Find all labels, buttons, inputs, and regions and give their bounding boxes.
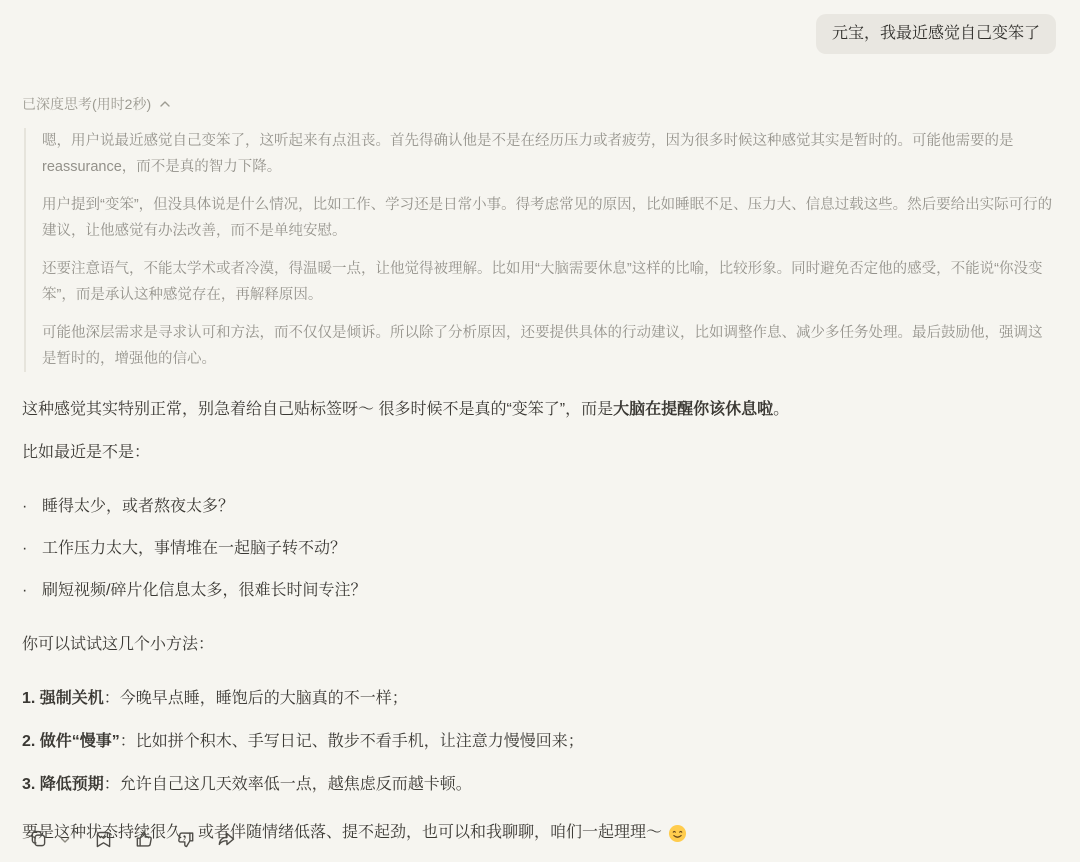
intro-pre: 这种感觉其实特别正常，别急着给自己贴标签呀～ 很多时候不是真的“变笨了”，而是 — [22, 401, 614, 418]
bullet-marker: · — [22, 582, 28, 599]
method-lead: 1. 强制关机 — [22, 690, 104, 707]
collect-bookmark-icon — [93, 829, 114, 850]
list-item — [22, 685, 1056, 713]
bullet-marker: · — [22, 498, 28, 515]
copy-options-button[interactable] — [55, 830, 75, 850]
method-lead: 3. 降低预期 — [22, 776, 104, 793]
thinking-paragraph: 可能他深层需求是寻求认可和方法，而不仅仅是倾诉。所以除了分析原因，还要提供具体的行动建议，比如调整作息、减少多任务处理。最后鼓励他，强调这是暂时的，增强他的信心。 — [42, 325, 1043, 367]
user-message-bubble — [816, 14, 1056, 54]
like-button[interactable] — [130, 825, 159, 854]
collect-button[interactable] — [89, 825, 118, 854]
thinking-toggle[interactable] — [22, 94, 171, 114]
bullet-marker: · — [22, 540, 28, 557]
thinking-paragraph: 还要注意语气，不能太学术或者冷漠，得温暖一点，让他觉得被理解。比如用“大脑需要休息”这样的比喻，比较形象。同时避免否定他的感受，不能说“你没变笨”，而是承认这种感觉存在，再解释原因。 — [42, 261, 1043, 303]
intro-bold: 大脑在提醒你该休息啦 — [613, 401, 774, 418]
method-rest: ：比如拼个积木、手写日记、散步不看手机，让注意力慢慢回来； — [119, 733, 584, 750]
copy-button[interactable] — [24, 825, 53, 854]
chevron-down-icon — [59, 834, 71, 846]
share-button[interactable] — [212, 825, 241, 854]
bullet-text: 刷短视频/碎片化信息太多，很难长时间专注？ — [42, 582, 367, 599]
closing-text: 要是这种状态持续很久，或者伴随情绪低落、提不起劲，也可以和我聊聊，咱们一起理理～ — [22, 824, 663, 841]
thinking-content — [24, 128, 1056, 372]
methods-lead: 你可以试试这几个小方法： — [22, 636, 215, 653]
list-item — [22, 771, 1056, 799]
assistant-message — [22, 94, 1056, 847]
share-icon — [216, 829, 237, 850]
bullet-text: 工作压力太大，事情堆在一起脑子转不动？ — [42, 540, 347, 557]
dislike-button[interactable] — [171, 825, 200, 854]
list-item — [22, 535, 1056, 563]
bullet-text: 睡得太少，或者熬夜太多？ — [42, 498, 235, 515]
method-rest: ：允许自己这几天效率低一点，越焦虑反而越卡顿。 — [103, 776, 472, 793]
thumbs-down-icon — [175, 829, 196, 850]
copy-icon — [28, 829, 49, 850]
list-item — [22, 577, 1056, 605]
thinking-paragraph: 嗯，用户说最近感觉自己变笨了，这听起来有点沮丧。首先得确认他是不是在经历压力或者疲劳，因为很多时候这种感觉其实是暂时的。可能他需要的是reassurance，而不是真的智力下降。 — [42, 133, 1014, 175]
intro-post: 。 — [773, 401, 790, 418]
user-message-row — [22, 14, 1056, 54]
list-item — [22, 493, 1056, 521]
question-lead: 比如最近是不是： — [22, 444, 151, 461]
assistant-answer — [22, 396, 1056, 847]
method-lead: 2. 做件“慢事” — [22, 733, 120, 750]
thinking-paragraph: 用户提到“变笨”，但没具体说是什么情况，比如工作、学习还是日常小事。得考虑常见的原因，比如睡眠不足、压力大、信息过载这些。然后要给出实际可行的建议，让他感觉有办法改善，而不是单纯安慰。 — [42, 197, 1053, 239]
thinking-header-label: 已深度思考(用时2秒) — [22, 96, 152, 112]
list-item — [22, 728, 1056, 756]
user-message-text: 元宝，我最近感觉自己变笨了 — [831, 25, 1040, 42]
chevron-up-icon — [159, 98, 171, 110]
smiling-face-emoji — [668, 824, 687, 843]
message-action-toolbar — [24, 825, 253, 854]
answer-intro — [22, 396, 1056, 424]
method-rest: ：今晚早点睡，睡饱后的大脑真的不一样； — [103, 690, 408, 707]
thumbs-up-icon — [134, 829, 155, 850]
